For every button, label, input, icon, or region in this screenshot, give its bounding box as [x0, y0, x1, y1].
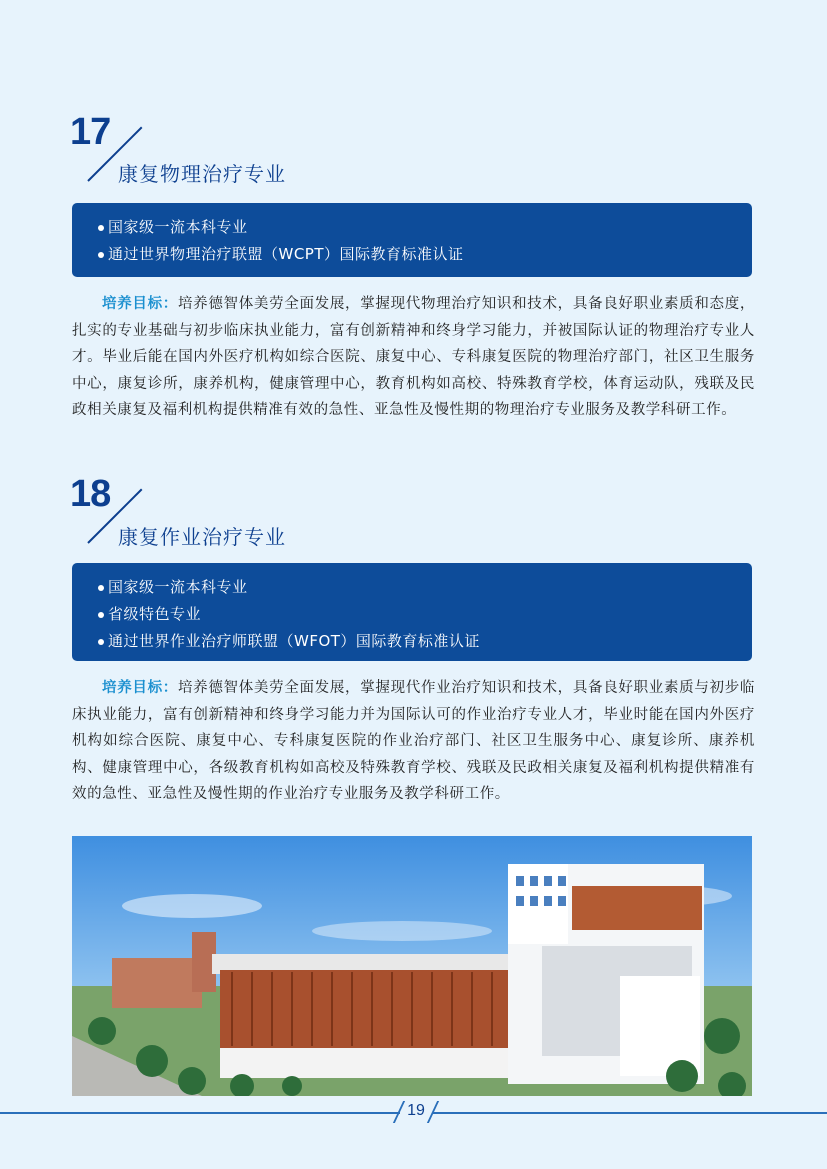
highlight-item: 国家级一流本科专业 [108, 574, 752, 601]
goal-text: 培养德智体美劳全面发展，掌握现代作业治疗知识和技术，具备良好职业素质与初步临床执业能力，富有创新精神和终身学习能力并为国际认可的作业治疗专业人才，毕业时能在国内外医疗机构如综合医院、康复中心、专科康复医院的作业治疗部门、社区卫生服务中心、康复诊所、康养机构、健康管理中心，各级教育机构如高校及特殊教育学校、残联及民政相关康复及福利机构提供精准有效的急性、亚急性及慢性期的作业治疗专业服务及教学科研工作。 [72, 680, 756, 802]
section-18-goal [72, 675, 755, 808]
section-18-title: 康复作业治疗专业 [118, 525, 286, 549]
highlight-item: 通过世界物理治疗联盟（WCPT）国际教育标准认证 [108, 241, 752, 268]
section-17-number: 17 [70, 111, 111, 153]
highlight-item: 国家级一流本科专业 [108, 214, 752, 241]
campus-building-photo [72, 836, 752, 1096]
page-number: 19 [400, 1102, 432, 1120]
goal-label: 培养目标： [102, 296, 178, 312]
section-18-highlights-box [72, 563, 752, 661]
section-17-goal [72, 291, 755, 424]
section-18-number: 18 [70, 473, 111, 515]
section-17-title: 康复物理治疗专业 [118, 162, 286, 186]
goal-label: 培养目标： [102, 680, 178, 696]
highlight-item: 省级特色专业 [108, 601, 752, 628]
highlight-item: 通过世界作业治疗师联盟（WFOT）国际教育标准认证 [108, 628, 752, 655]
goal-text: 培养德智体美劳全面发展，掌握现代物理治疗知识和技术，具备良好职业素质和态度，扎实的专业基础与初步临床执业能力，富有创新精神和终身学习能力，并被国际认证的物理治疗专业人才。毕业后能在国内外医疗机构如综合医院、康复中心、专科康复医院的物理治疗部门，社区卫生服务中心，康复诊所，康养机构，健康管理中心，教育机构如高校、特殊教育学校，体育运动队，残联及民政相关康复及福利机构提供精准有效的急性、亚急性及慢性期的物理治疗专业服务及教学科研工作。 [72, 296, 756, 418]
section-17-highlights-box [72, 203, 752, 277]
